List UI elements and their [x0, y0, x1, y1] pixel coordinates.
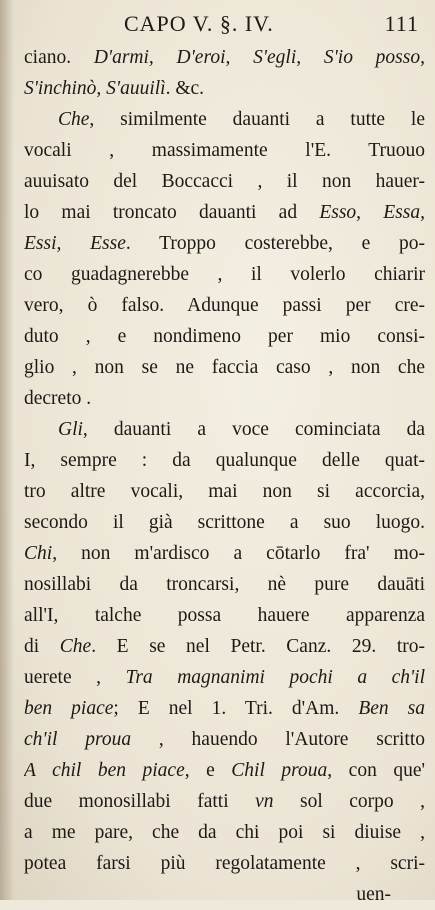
- text-segment: all'I, talche possa hauere apparenza: [24, 605, 425, 626]
- text-segment: , hauendo l'Autore scritto: [131, 729, 425, 750]
- italic-text: ch'il proua: [24, 729, 132, 750]
- text-segment: co guadagnerebbe , il volerlo chiarir: [24, 264, 425, 285]
- text-line: [24, 724, 425, 755]
- text-segment: secondo il già scrittone a suo luogo.: [24, 512, 425, 533]
- italic-text: Gli: [58, 419, 83, 440]
- text-line: [24, 73, 425, 104]
- text-line: [24, 507, 425, 538]
- text-segment: decreto .: [24, 388, 92, 409]
- text-line: [24, 755, 425, 786]
- text-segment: due monosillabi fatti: [24, 791, 256, 812]
- text-line: [24, 848, 425, 879]
- text-segment: , dauanti a voce cominciata da: [82, 419, 425, 440]
- text-line: [24, 104, 425, 135]
- text-segment: glio , non se ne faccia caso , non che: [24, 357, 425, 378]
- text-line: [24, 631, 425, 662]
- text-line: [24, 569, 425, 600]
- text-segment: vocali , massimamente l'E. Truouo: [24, 140, 425, 161]
- text-line: [24, 786, 425, 817]
- text-line: [24, 662, 425, 693]
- text-segment: nosillabi da troncarsi, nè pure dauāti: [24, 574, 425, 595]
- italic-text: Chil proua: [231, 760, 328, 781]
- text-line: [24, 352, 425, 383]
- text-line: [24, 135, 425, 166]
- text-segment: duto , e nondimeno per mio consi-: [24, 326, 425, 347]
- text-segment: vero, ò falso. Adunque passi per cre-: [24, 295, 425, 316]
- text-segment: ; E nel 1. Tri. d'Am.: [113, 698, 359, 719]
- text-segment: di: [24, 636, 60, 657]
- text-segment: lo mai troncato dauanti ad: [24, 202, 320, 223]
- text-segment: , con que': [327, 760, 425, 781]
- catchword: uen-: [356, 884, 391, 905]
- text-segment: . E se nel Petr. Canz. 29. tro-: [91, 636, 425, 657]
- text-line: [24, 42, 425, 73]
- text-line: [24, 321, 425, 352]
- text-line: [24, 197, 425, 228]
- text-segment: , non m'ardisco a cōtarlo fra' mo-: [52, 543, 425, 564]
- text-line: [24, 600, 425, 631]
- text-segment: uerete ,: [24, 667, 126, 688]
- running-head: CAPO V. §. IV.: [124, 11, 274, 36]
- text-line: [24, 383, 425, 414]
- text-segment: I, sempre : da qualunque delle quat-: [24, 450, 425, 471]
- text-segment: auuisato del Boccacci , il non hauer-: [24, 171, 425, 192]
- italic-text: Che: [59, 636, 92, 657]
- text-line: [24, 538, 425, 569]
- text-line: [24, 476, 425, 507]
- text-line: [24, 228, 425, 259]
- page-number: 111: [384, 11, 419, 36]
- text-segment: sol corpo ,: [273, 791, 425, 812]
- italic-text: Che: [58, 109, 90, 130]
- text-segment: , similmente dauanti a tutte le: [89, 109, 425, 130]
- italic-text: Tra magnanimi pochi a ch'il: [125, 667, 425, 688]
- italic-text: ben piace: [24, 698, 114, 719]
- italic-text: Essi, Esse: [24, 233, 126, 254]
- text-segment: . Troppo costerebbe, e po-: [125, 233, 425, 254]
- page-header: [24, 6, 425, 42]
- text-line: [24, 817, 425, 848]
- text-segment: . &c.: [165, 78, 205, 99]
- italic-text: vn: [255, 791, 274, 812]
- text-line: [24, 259, 425, 290]
- text-line: [24, 693, 425, 724]
- italic-text: D'armi, D'eroi, S'egli, S'io posso,: [93, 47, 425, 68]
- text-segment: a me pare, che da chi poi si diuise ,: [24, 822, 425, 843]
- text-segment: potea farsi più regolatamente , scri-: [24, 853, 425, 874]
- text-line: [24, 290, 425, 321]
- text-segment: ciano.: [24, 47, 94, 68]
- italic-text: Chi: [24, 543, 53, 564]
- italic-text: Esso, Essa,: [319, 202, 425, 223]
- text-line: [24, 414, 425, 445]
- italic-text: Ben sa: [358, 698, 425, 719]
- text-segment: , e: [184, 760, 232, 781]
- italic-text: A chil ben piace: [24, 760, 185, 781]
- text-line: [24, 166, 425, 197]
- italic-text: S'inchinò, S'auuilì: [24, 78, 166, 99]
- body-text: [24, 42, 425, 910]
- text-segment: tro altre vocali, mai non si accorcia,: [24, 481, 425, 502]
- text-line: [24, 445, 425, 476]
